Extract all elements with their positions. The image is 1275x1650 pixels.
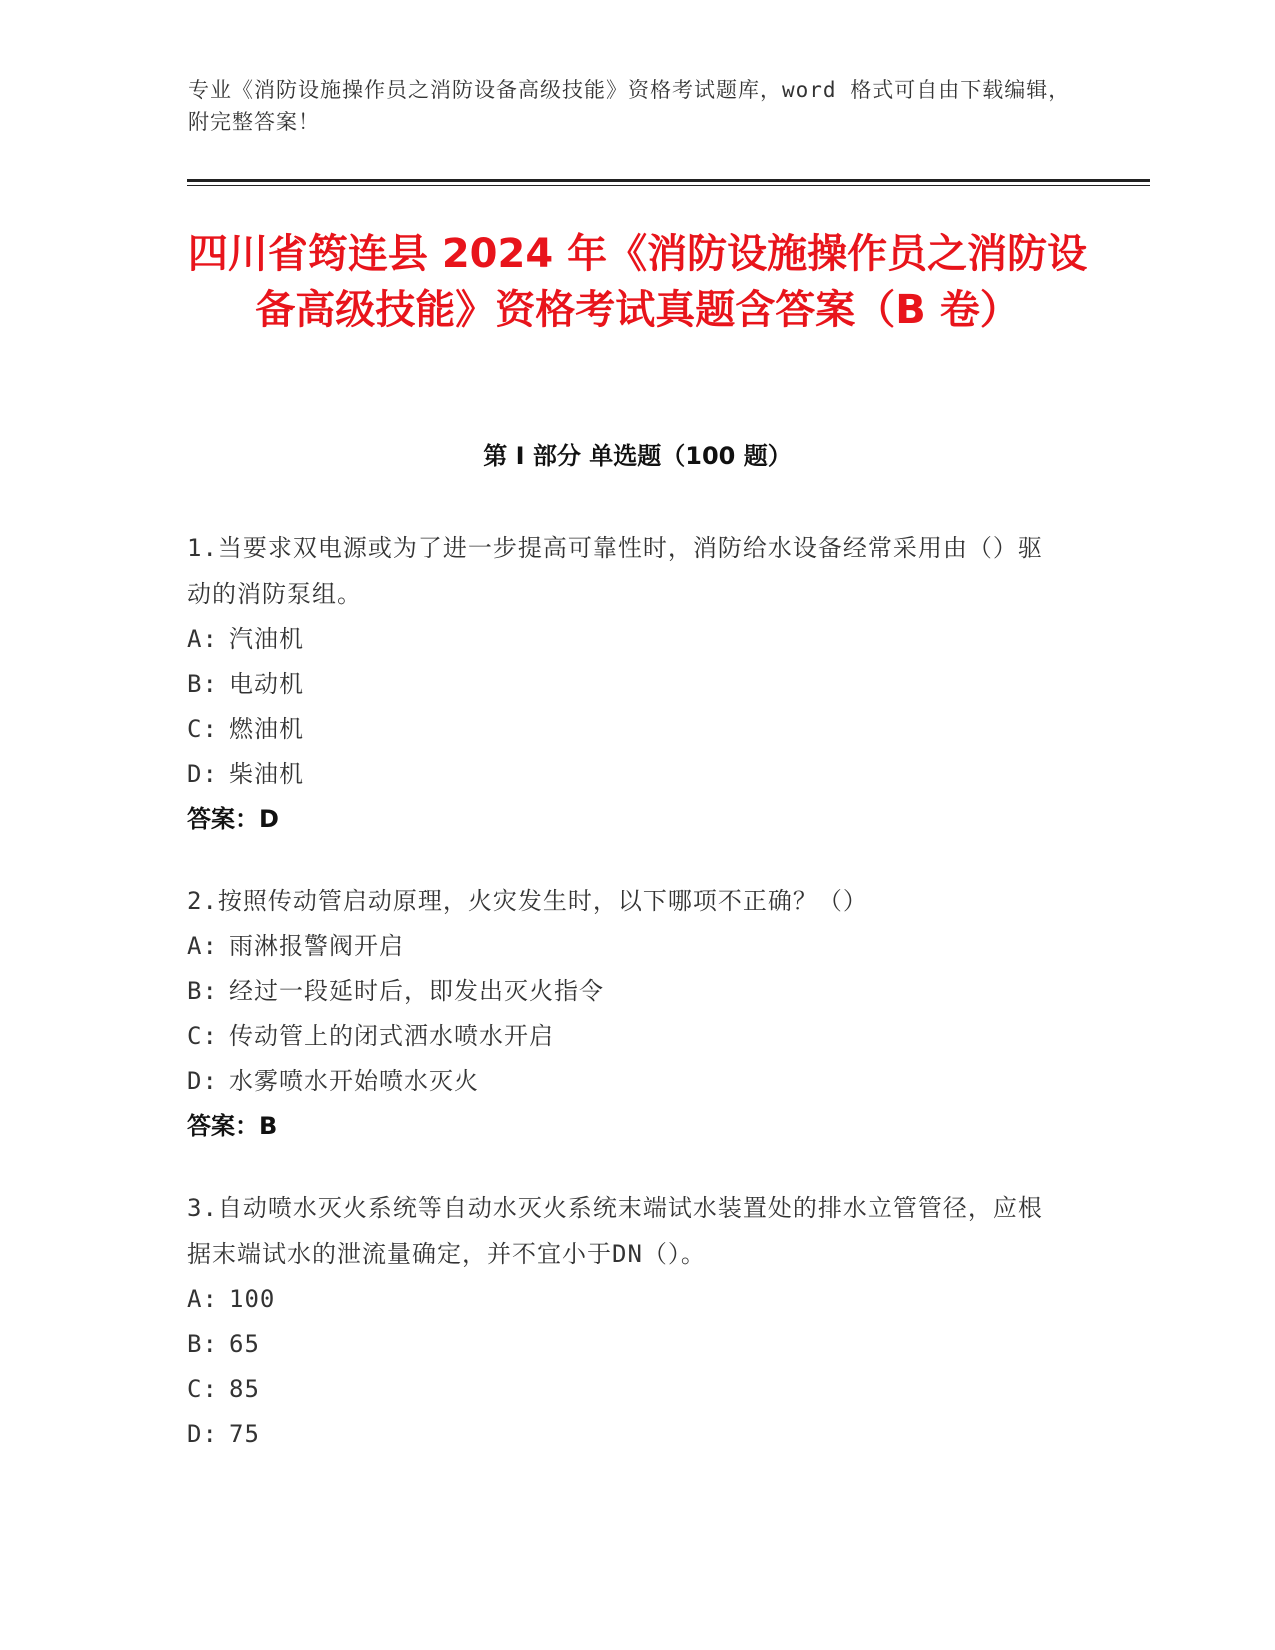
option-c	[187, 707, 1067, 752]
option-key: D:	[187, 760, 218, 788]
option-b	[187, 662, 1067, 707]
answer-line: 答案：B	[187, 1112, 278, 1140]
option-c	[187, 1014, 1067, 1059]
document-title: 四川省筠连县 2024 年《消防设施操作员之消防设备高级技能》资格考试真题含答案（B 卷）	[187, 231, 1088, 333]
question-text: 3.自动喷水灭火系统等自动水灭火系统末端试水装置处的排水立管管径，应根据末端试水的泄流量确定，并不宜小于DN（）。	[187, 1194, 1043, 1268]
option-c	[187, 1367, 1067, 1412]
option-key: A:	[187, 625, 218, 653]
option-a	[187, 924, 1067, 969]
option-a	[187, 617, 1067, 662]
option-text: 75	[229, 1420, 260, 1448]
question-item	[187, 525, 1067, 842]
option-b	[187, 969, 1067, 1014]
option-text: 雨淋报警阀开启	[229, 932, 404, 960]
option-key: B:	[187, 670, 218, 698]
option-text: 汽油机	[229, 625, 304, 653]
option-d	[187, 1412, 1067, 1457]
option-text: 经过一段延时后，即发出灭火指令	[229, 977, 604, 1005]
header-note: 专业《消防设施操作员之消防设备高级技能》资格考试题库，word 格式可自由下载编辑，附完整答案！	[188, 78, 1071, 134]
option-key: D:	[187, 1067, 218, 1095]
option-a	[187, 1277, 1067, 1322]
option-key: B:	[187, 1330, 218, 1358]
header-divider-thin	[187, 185, 1150, 186]
option-text: 100	[229, 1285, 276, 1313]
question-text: 1.当要求双电源或为了进一步提高可靠性时，消防给水设备经常采用由（）驱动的消防泵组。	[187, 534, 1043, 608]
option-key: C:	[187, 1022, 218, 1050]
answer-line: 答案：D	[187, 805, 279, 833]
question-list	[187, 525, 1067, 1493]
header-divider-thick	[187, 179, 1150, 182]
option-text: 85	[229, 1375, 260, 1403]
option-text: 传动管上的闭式洒水喷水开启	[229, 1022, 554, 1050]
option-key: C:	[187, 1375, 218, 1403]
option-d	[187, 1059, 1067, 1104]
option-text: 电动机	[229, 670, 304, 698]
option-key: C:	[187, 715, 218, 743]
option-text: 燃油机	[229, 715, 304, 743]
option-b	[187, 1322, 1067, 1367]
question-item	[187, 1185, 1067, 1457]
option-key: A:	[187, 932, 218, 960]
option-text: 柴油机	[229, 760, 304, 788]
option-text: 水雾喷水开始喷水灭火	[229, 1067, 479, 1095]
option-key: D:	[187, 1420, 218, 1448]
section-title: 第 I 部分 单选题（100 题）	[483, 442, 792, 470]
option-key: A:	[187, 1285, 218, 1313]
question-text: 2.按照传动管启动原理，火灾发生时，以下哪项不正确？（）	[187, 887, 868, 915]
option-text: 65	[229, 1330, 260, 1358]
question-item	[187, 878, 1067, 1149]
option-key: B:	[187, 977, 218, 1005]
option-d	[187, 752, 1067, 797]
